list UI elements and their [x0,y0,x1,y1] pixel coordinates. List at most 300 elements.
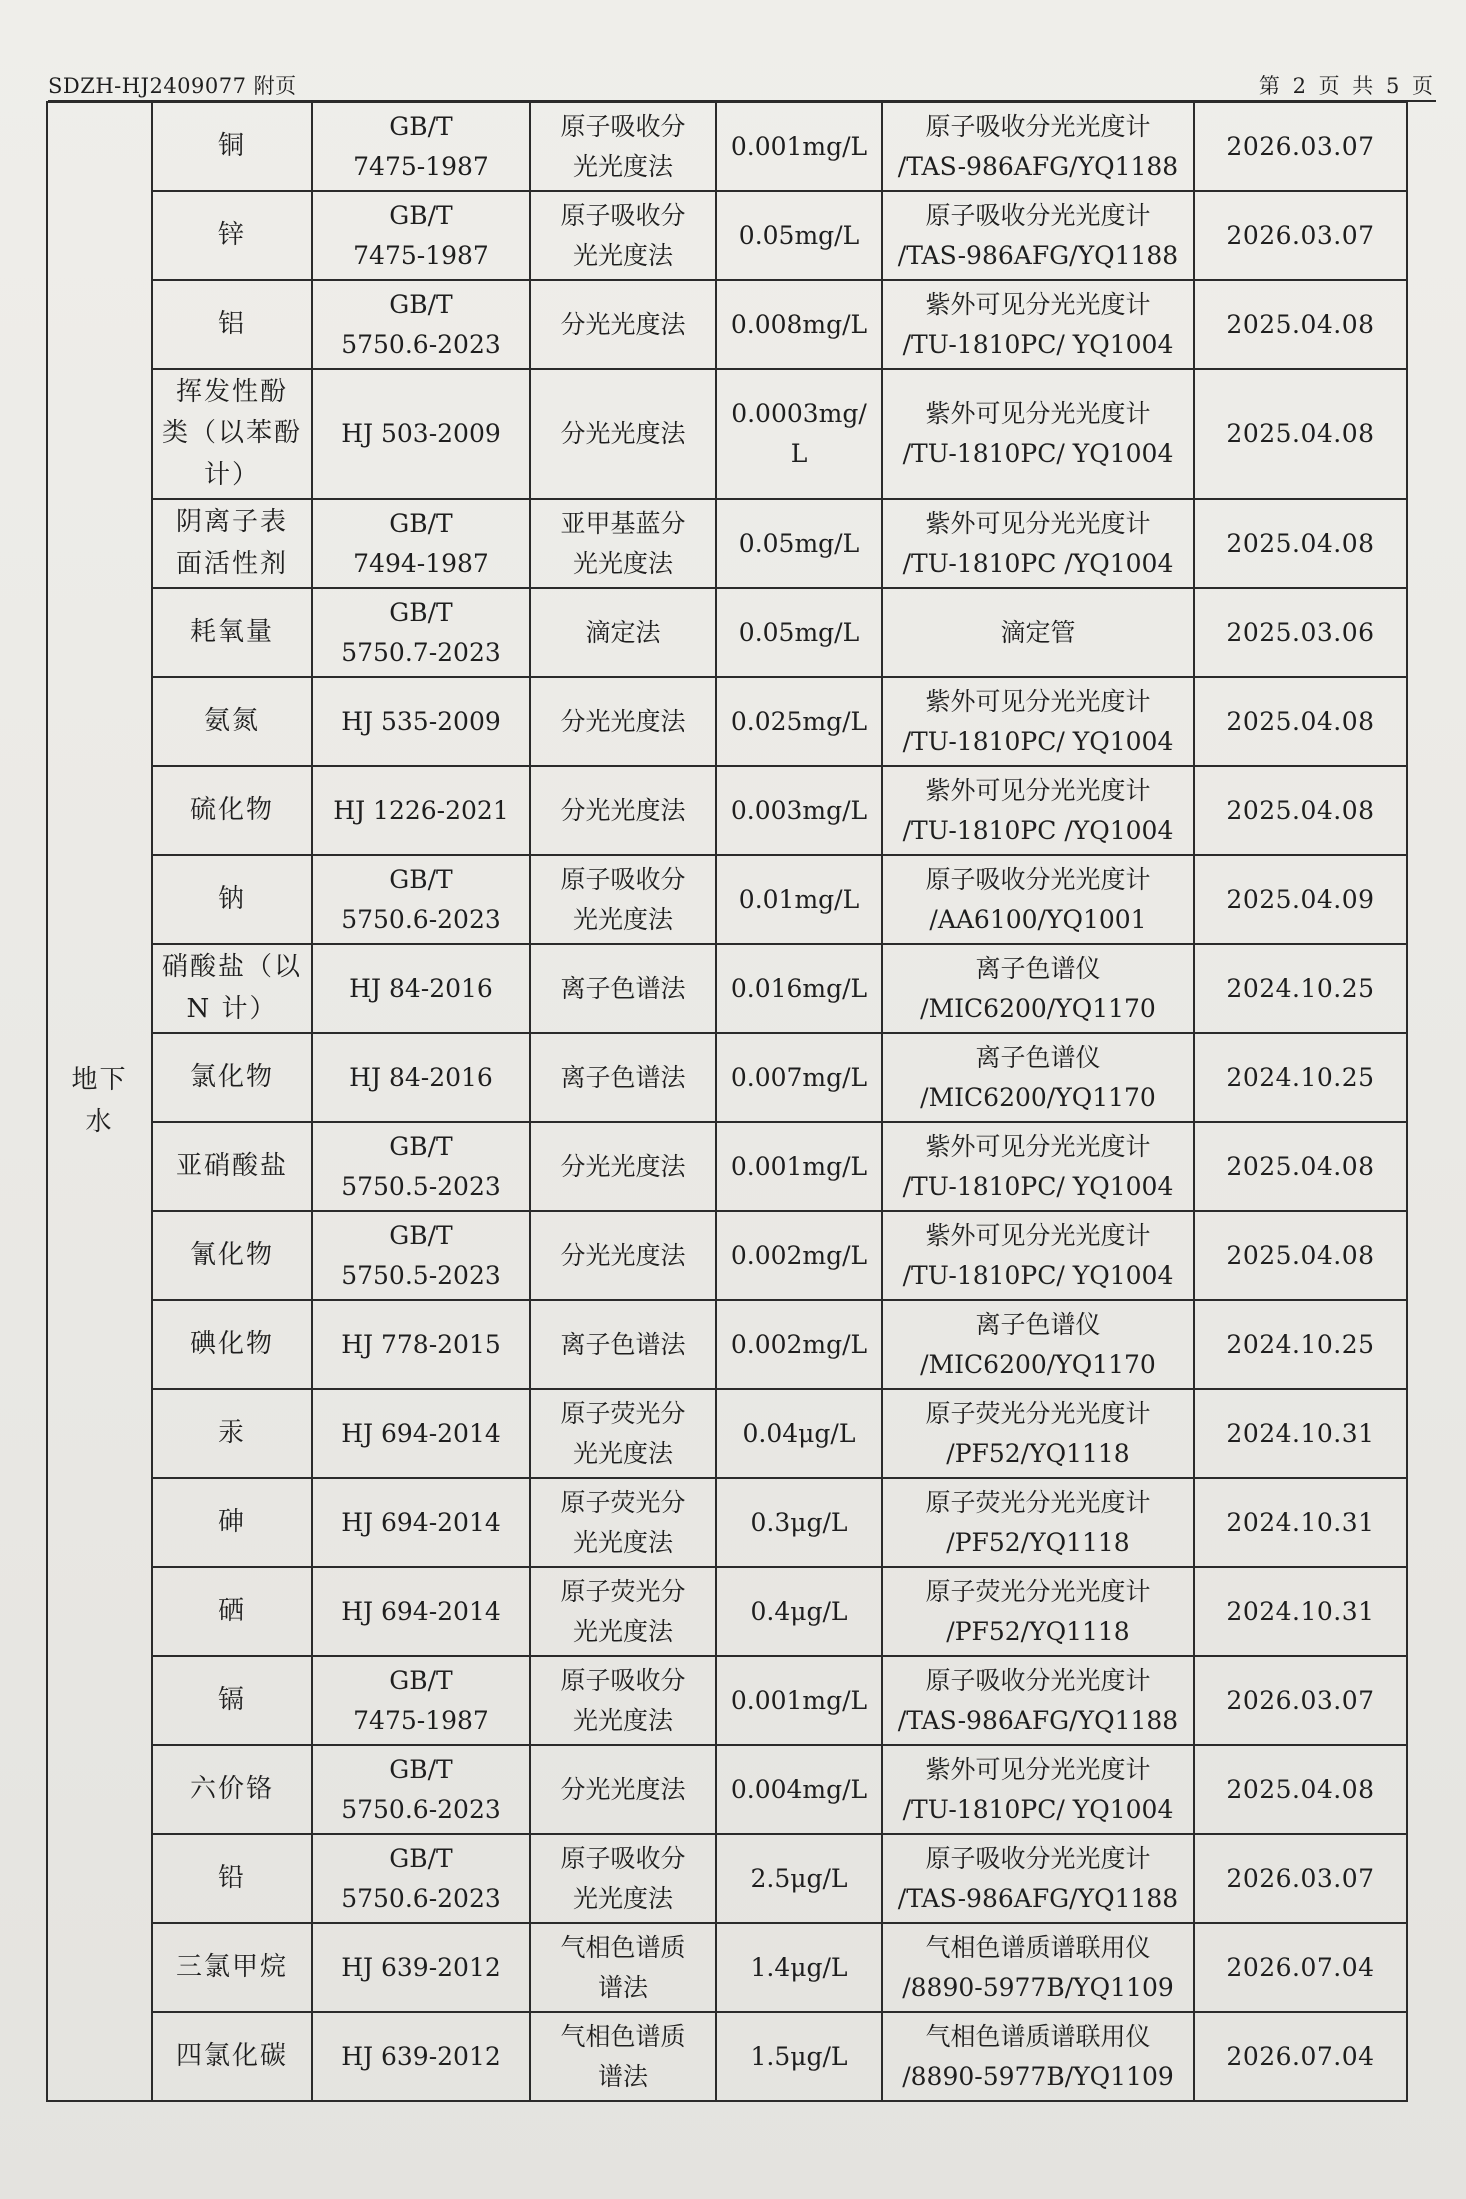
table-row [47,102,1407,191]
standard-code-line: HJ 694-2014 [341,1596,501,1626]
calibration-date: 2025.03.06 [1194,588,1407,677]
standard-code-line: GB/T [389,597,453,627]
detection-limit [716,1745,882,1834]
standard-code-line: GB/T [389,1665,453,1695]
instrument-line: 原子荧光分光光度计 [925,1487,1151,1517]
detection-limit [716,766,882,855]
detection-limit [716,1389,882,1478]
table-row [47,1478,1407,1567]
instrument [882,1834,1194,1923]
item-name [152,2012,312,2101]
instrument-line: 原子吸收分光光度计 [925,111,1151,141]
instrument-line: 原子吸收分光光度计 [925,200,1151,230]
table-row [47,1122,1407,1211]
calibration-date: 2026.03.07 [1194,1834,1407,1923]
detection-limit-line: 0.002mg/L [730,1329,868,1359]
standard-code [312,1834,530,1923]
item-name [152,191,312,280]
detection-limit [716,102,882,191]
item-name-line: 六价铬 [189,1773,274,1804]
calibration-date: 2025.04.08 [1194,766,1407,855]
standard-code [312,1122,530,1211]
detection-limit-line: 0.3μg/L [750,1507,848,1537]
method-name [530,1300,716,1389]
category-label: 水 [85,1106,114,1137]
instrument-line: /TU-1810PC/ YQ1004 [902,1171,1174,1201]
item-name-line: 碘化物 [189,1328,274,1359]
item-name-line: 硒 [217,1595,246,1626]
item-name [152,1122,312,1211]
detection-limit [716,944,882,1033]
method-name-line: 亚甲基蓝分 [560,508,686,538]
method-name-line: 分光光度法 [560,309,686,339]
instrument-line: 离子色谱仪 [975,1309,1101,1339]
method-name-line: 分光光度法 [560,1151,686,1181]
instrument [882,1745,1194,1834]
standard-code-line: HJ 84-2016 [349,973,493,1003]
item-name [152,1834,312,1923]
item-name-line: 汞 [217,1417,246,1448]
instrument-line: 原子吸收分光光度计 [925,1843,1151,1873]
standard-code [312,499,530,588]
detection-limit [716,1300,882,1389]
item-name-line: 硝酸盐（以 [161,951,302,982]
method-name-line: 光光度法 [572,1705,673,1735]
method-name-line: 滴定法 [585,617,661,647]
method-name-line: 光光度法 [572,240,673,270]
detection-limit [716,1122,882,1211]
calibration-date: 2024.10.31 [1194,1478,1407,1567]
instrument-line: /8890-5977B/YQ1109 [902,2061,1174,2091]
detection-limit [716,1478,882,1567]
standard-code-line: GB/T [389,508,453,538]
detection-limit-line: 0.01mg/L [738,884,860,914]
detection-limit [716,1656,882,1745]
standard-code [312,102,530,191]
calibration-date: 2024.10.31 [1194,1389,1407,1478]
standard-code-line: GB/T [389,864,453,894]
standard-code-line: GB/T [389,289,453,319]
instrument-line: 紫外可见分光光度计 [925,686,1151,716]
method-name [530,1656,716,1745]
method-name [530,944,716,1033]
item-name-line: 钠 [217,883,246,914]
standard-code-line: HJ 84-2016 [349,1062,493,1092]
item-name [152,1745,312,1834]
standard-code [312,1478,530,1567]
item-name-line: 铅 [217,1862,246,1893]
calibration-date: 2024.10.25 [1194,944,1407,1033]
item-name-line: 砷 [217,1506,246,1537]
standard-code [312,1389,530,1478]
table-row [47,588,1407,677]
method-name-line: 光光度法 [572,1883,673,1913]
calibration-date: 2025.04.08 [1194,280,1407,369]
instrument [882,369,1194,499]
method-name [530,588,716,677]
instrument-line: /PF52/YQ1118 [946,1616,1130,1646]
instrument-line: /MIC6200/YQ1170 [920,993,1156,1023]
table-row [47,855,1407,944]
method-name-line: 原子吸收分 [560,1843,686,1873]
calibration-date: 2025.04.08 [1194,499,1407,588]
instrument-line: 原子荧光分光光度计 [925,1398,1151,1428]
detection-limit-line: 1.5μg/L [750,2041,848,2071]
standard-code-line: 5750.6-2023 [341,904,501,934]
detection-limit [716,1834,882,1923]
method-name-line: 气相色谱质 [560,1932,686,1962]
detection-limit-line: 0.008mg/L [730,309,868,339]
table-row [47,1389,1407,1478]
standard-code [312,1567,530,1656]
detection-limit [716,1033,882,1122]
method-name [530,369,716,499]
detection-limit-line: 0.05mg/L [738,528,860,558]
instrument [882,102,1194,191]
standard-code [312,588,530,677]
item-name-line: 类（以苯酚 [161,418,302,449]
table-row [47,1834,1407,1923]
item-name-line: 锌 [217,219,246,250]
detection-limit [716,369,882,499]
detection-limit-line: 2.5μg/L [750,1863,848,1893]
instrument-line: 气相色谱质谱联用仪 [925,1932,1151,1962]
method-name [530,1745,716,1834]
method-name-line: 光光度法 [572,151,673,181]
standard-code-line: HJ 639-2012 [341,2041,501,2071]
detection-limit [716,2012,882,2101]
calibration-date: 2024.10.25 [1194,1033,1407,1122]
method-name-line: 原子吸收分 [560,111,686,141]
detection-limit-line: 0.003mg/L [730,795,868,825]
detection-limit [716,499,882,588]
detection-limit [716,280,882,369]
standard-code-line: 7475-1987 [353,151,489,181]
calibration-date: 2024.10.25 [1194,1300,1407,1389]
standard-code [312,677,530,766]
calibration-date: 2025.04.08 [1194,1745,1407,1834]
method-name [530,280,716,369]
item-name [152,855,312,944]
table-row [47,1656,1407,1745]
method-name [530,1923,716,2012]
instrument-line: 原子荧光分光光度计 [925,1576,1151,1606]
method-name [530,1389,716,1478]
method-name-line: 分光光度法 [560,706,686,736]
item-name [152,1923,312,2012]
table-row [47,1033,1407,1122]
method-name-line: 原子吸收分 [560,864,686,894]
item-name-line: 亚硝酸盐 [175,1150,288,1181]
instrument [882,280,1194,369]
calibration-date: 2026.07.04 [1194,2012,1407,2101]
standard-code-line: HJ 503-2009 [341,419,501,448]
method-name-line: 光光度法 [572,1438,673,1468]
instrument-line: 紫外可见分光光度计 [925,1131,1151,1161]
method-name [530,855,716,944]
instrument-line: 紫外可见分光光度计 [925,508,1151,538]
standard-code-line: HJ 778-2015 [341,1329,501,1359]
page-indicator: 第 2 页 共 5 页 [1258,74,1436,98]
detection-limit-line: 0.05mg/L [738,617,860,647]
method-name-line: 原子荧光分 [560,1487,686,1517]
item-name [152,1033,312,1122]
category-cell [47,102,152,2101]
instrument-line: /TU-1810PC /YQ1004 [902,815,1174,845]
detection-limit-line: 0.001mg/L [730,1151,868,1181]
instrument [882,191,1194,280]
standard-code [312,1656,530,1745]
method-name-line: 原子荧光分 [560,1398,686,1428]
detection-limit-line: 0.05mg/L [738,220,860,250]
table-row [47,944,1407,1033]
standard-code-line: 5750.6-2023 [341,329,501,359]
method-name-line: 光光度法 [572,1616,673,1646]
item-name [152,1567,312,1656]
detection-limit-line: 0.4μg/L [750,1596,848,1626]
instrument-line: /MIC6200/YQ1170 [920,1349,1156,1379]
detection-limit-line: 0.04μg/L [742,1418,856,1448]
instrument-line: /TU-1810PC/ YQ1004 [902,1260,1174,1290]
method-name [530,191,716,280]
standard-code-line: 7475-1987 [353,1705,489,1735]
detection-limit-line: 1.4μg/L [750,1952,848,1982]
detection-limit-line: 0.0003mg/ [731,399,867,428]
standard-code [312,1211,530,1300]
instrument [882,1389,1194,1478]
calibration-date: 2026.03.07 [1194,102,1407,191]
standard-code-line: 5750.7-2023 [341,637,501,667]
instrument [882,588,1194,677]
instrument-line: /AA6100/YQ1001 [929,904,1147,934]
instrument [882,1923,1194,2012]
detection-limit-line: 0.001mg/L [730,1685,868,1715]
item-name-line: N 计） [186,993,278,1024]
item-name [152,1211,312,1300]
method-name-line: 原子吸收分 [560,1665,686,1695]
instrument-line: /PF52/YQ1118 [946,1527,1130,1557]
standard-code-line: 7494-1987 [353,548,489,578]
standard-code-line: HJ 639-2012 [341,1952,501,1982]
instrument [882,855,1194,944]
item-name-line: 挥发性酚 [175,376,288,407]
instrument-line: 离子色谱仪 [975,1042,1101,1072]
standard-code-line: GB/T [389,1843,453,1873]
standard-code-line: 5750.5-2023 [341,1260,501,1290]
instrument-line: /MIC6200/YQ1170 [920,1082,1156,1112]
instrument-line: /TAS-986AFG/YQ1188 [897,240,1179,270]
standard-code [312,191,530,280]
standard-code-line: GB/T [389,111,453,141]
method-name [530,766,716,855]
calibration-date: 2025.04.08 [1194,1122,1407,1211]
calibration-date: 2025.04.08 [1194,1211,1407,1300]
standard-code [312,369,530,499]
detection-limit [716,588,882,677]
instrument [882,944,1194,1033]
instrument-line: 原子吸收分光光度计 [925,864,1151,894]
item-name-line: 三氯甲烷 [175,1951,288,1982]
standard-code-line: 5750.6-2023 [341,1883,501,1913]
table-row [47,1745,1407,1834]
item-name-line: 硫化物 [189,794,274,825]
instrument [882,766,1194,855]
method-name [530,1834,716,1923]
instrument [882,1300,1194,1389]
table-row [47,1211,1407,1300]
table-row [47,191,1407,280]
method-name [530,2012,716,2101]
item-name-line: 四氯化碳 [175,2040,288,2071]
table-row [47,1300,1407,1389]
table-row [47,499,1407,588]
instrument-line: /TAS-986AFG/YQ1188 [897,151,1179,181]
instrument [882,1211,1194,1300]
method-name-line: 原子荧光分 [560,1576,686,1606]
item-name-line: 耗氧量 [189,616,274,647]
calibration-date: 2026.03.07 [1194,191,1407,280]
standard-code-line: GB/T [389,1220,453,1250]
instrument-line: 气相色谱质谱联用仪 [925,2021,1151,2051]
item-name-line: 镉 [217,1684,246,1715]
method-table [46,101,1408,2102]
method-name [530,1211,716,1300]
report-number: SDZH-HJ2409077 附页 [48,74,297,98]
instrument-line: 滴定管 [1000,617,1076,647]
calibration-date: 2024.10.31 [1194,1567,1407,1656]
item-name [152,499,312,588]
instrument [882,1033,1194,1122]
method-name-line: 光光度法 [572,548,673,578]
method-name-line: 离子色谱法 [560,1329,686,1359]
method-name-line: 原子吸收分 [560,200,686,230]
item-name [152,588,312,677]
calibration-date: 2026.03.07 [1194,1656,1407,1745]
table-body [47,102,1407,2101]
instrument-line: 紫外可见分光光度计 [925,1220,1151,1250]
method-name-line: 分光光度法 [560,1240,686,1270]
calibration-date: 2025.04.08 [1194,677,1407,766]
item-name-line: 计） [203,459,260,490]
method-name-line: 光光度法 [572,1527,673,1557]
item-name-line: 氰化物 [189,1239,274,1270]
instrument-line: /TAS-986AFG/YQ1188 [897,1705,1179,1735]
instrument-line: /8890-5977B/YQ1109 [902,1972,1174,2002]
detection-limit-line: 0.002mg/L [730,1240,868,1270]
table-row [47,766,1407,855]
detection-limit [716,1567,882,1656]
item-name-line: 面活性剂 [175,548,288,579]
method-name [530,1478,716,1567]
calibration-date: 2025.04.09 [1194,855,1407,944]
method-name [530,1122,716,1211]
item-name [152,280,312,369]
method-name [530,499,716,588]
instrument [882,677,1194,766]
standard-code [312,280,530,369]
standard-code-line: GB/T [389,1754,453,1784]
item-name-line: 氨氮 [203,705,260,736]
table-row [47,369,1407,499]
instrument-line: /TAS-986AFG/YQ1188 [897,1883,1179,1913]
standard-code-line: HJ 1226-2021 [333,795,509,825]
instrument-line: 离子色谱仪 [975,953,1101,983]
method-name-line: 分光光度法 [560,795,686,825]
standard-code-line: 5750.5-2023 [341,1171,501,1201]
standard-code [312,766,530,855]
instrument-line: 紫外可见分光光度计 [925,399,1151,428]
detection-limit-line: 0.025mg/L [730,706,868,736]
instrument [882,1567,1194,1656]
standard-code [312,1300,530,1389]
instrument-line: /PF52/YQ1118 [946,1438,1130,1468]
method-name-line: 离子色谱法 [560,973,686,1003]
standard-code [312,1033,530,1122]
detection-limit-line: 0.007mg/L [730,1062,868,1092]
table-row [47,1923,1407,2012]
page-header [48,66,1436,100]
standard-code-line: HJ 694-2014 [341,1507,501,1537]
detection-limit [716,855,882,944]
category-label: 地下 [71,1064,128,1095]
item-name-line: 氯化物 [189,1061,274,1092]
standard-code-line: HJ 694-2014 [341,1418,501,1448]
method-name [530,1567,716,1656]
detection-limit-line: 0.016mg/L [730,973,868,1003]
item-name [152,102,312,191]
method-name-line: 分光光度法 [560,1774,686,1804]
detection-limit [716,1923,882,2012]
instrument-line: /TU-1810PC/ YQ1004 [902,439,1174,468]
instrument-line: /TU-1810PC/ YQ1004 [902,726,1174,756]
instrument [882,2012,1194,2101]
table-row [47,2012,1407,2101]
item-name [152,1300,312,1389]
item-name [152,1389,312,1478]
calibration-date: 2025.04.08 [1194,369,1407,499]
item-name [152,766,312,855]
method-name [530,1033,716,1122]
standard-code-line: HJ 535-2009 [341,706,501,736]
detection-limit-line: 0.001mg/L [730,131,868,161]
instrument-line: 紫外可见分光光度计 [925,1754,1151,1784]
method-name-line: 谱法 [597,1972,648,2002]
standard-code-line: GB/T [389,1131,453,1161]
instrument-line: /TU-1810PC/ YQ1004 [902,1794,1174,1824]
item-name-line: 铝 [217,308,246,339]
method-name-line: 气相色谱质 [560,2021,686,2051]
table-row [47,677,1407,766]
standard-code-line: GB/T [389,200,453,230]
item-name [152,1478,312,1567]
detection-limit [716,1211,882,1300]
method-name-line: 离子色谱法 [560,1062,686,1092]
standard-code [312,944,530,1033]
item-name [152,1656,312,1745]
item-name-line: 阴离子表 [175,506,288,537]
item-name-line: 铜 [217,130,246,161]
table-row [47,280,1407,369]
instrument [882,499,1194,588]
instrument-line: 原子吸收分光光度计 [925,1665,1151,1695]
item-name [152,944,312,1033]
calibration-date: 2026.07.04 [1194,1923,1407,2012]
item-name [152,369,312,499]
instrument [882,1656,1194,1745]
instrument-line: /TU-1810PC /YQ1004 [902,548,1174,578]
item-name [152,677,312,766]
detection-limit [716,191,882,280]
